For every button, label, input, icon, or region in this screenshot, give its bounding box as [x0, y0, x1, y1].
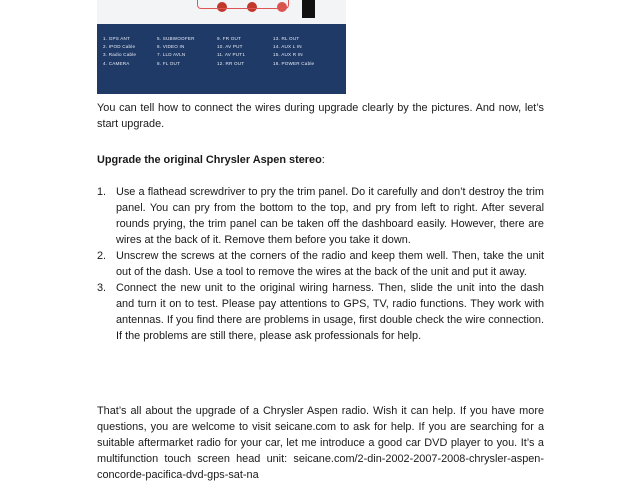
- legend-item: 6. VIDEO IN: [157, 44, 185, 50]
- legend-item: 3. Radio Cable: [103, 52, 137, 58]
- step-number: 2.: [97, 250, 107, 262]
- legend-item: 5. SUBWOOFER: [157, 36, 195, 41]
- step-item: [97, 248, 544, 280]
- step-text: Use a flathead screwdriver to pry the trim panel. Do it carefully and don’t destroy the trim panel. You can pry from the bottom to the top, and pry from left to right. After several rounds prying, the trim panel can be taken off the dashboard easily. However, there are wires at the back of it. Remove them before you take it down.: [116, 186, 544, 246]
- closing-text: That’s all about the upgrade of a Chrysler Aspen radio. Wish it can help. If you have more questions, you are welcome to visit seicane.com to ask for help. If you are searching for a suitable aftermarket radio for your car, let me introduce a good car DVD player to you. It’s a multifunction touch screen head unit: seicane.com/2-din-2002-2007-2008-chrysler-aspen-concorde-pacifica-dvd-gps-sat-na: [97, 405, 544, 481]
- legend-item: 10. AV PUT: [217, 44, 243, 50]
- legend-item: 1. GPS ANT: [103, 36, 131, 41]
- intro-text: You can tell how to connect the wires during upgrade clearly by the pictures. And now, let’s start upgrade.: [97, 102, 544, 130]
- wire-legend: [103, 36, 346, 66]
- legend-item: 15. AUX R IN: [273, 52, 303, 58]
- heading-text: Upgrade the original Chrysler Aspen stereo: [97, 154, 322, 166]
- legend-item: 13. RL OUT: [273, 36, 300, 41]
- heading-colon: :: [321, 154, 325, 166]
- legend-item: 14. AUX L IN: [273, 44, 302, 50]
- legend-item: 7. LLD AVLN: [157, 52, 186, 58]
- steps-list: [97, 184, 544, 344]
- legend-item: 9. FR OUT: [217, 36, 242, 41]
- intro-paragraph: [97, 100, 544, 132]
- step-number: 1.: [97, 186, 107, 198]
- section-heading: [97, 152, 544, 168]
- step-item: [97, 184, 544, 248]
- legend-item: 11. AV PUT1: [217, 52, 246, 58]
- step-item: [97, 280, 544, 344]
- legend-item: 12. RR OUT: [217, 60, 245, 66]
- legend-item: 8. FL OUT: [157, 60, 181, 66]
- wiring-harness-photo: [97, 0, 346, 24]
- wiring-diagram-image: [97, 0, 346, 94]
- step-text: Connect the new unit to the original wiring harness. Then, slide the unit into the dash and turn it on to test. Please pay attentions to GPS, TV, radio functions. They work with antennas. If you find there are problems in usage, first double check the wire connection. If the problems are still there, please ask professionals for help.: [116, 282, 544, 342]
- legend-item: 16. POWER Cable: [273, 60, 315, 66]
- legend-item: 2. IPOD Cable: [103, 44, 136, 50]
- closing-paragraph: [97, 403, 544, 483]
- connector-block: [302, 0, 315, 18]
- step-number: 3.: [97, 282, 107, 294]
- step-text: Unscrew the screws at the corners of the radio and keep them well. Then, take the unit out of the dash. Use a tool to remove the wires at the back of the unit and put it away.: [116, 250, 544, 278]
- cable-strip: [197, 0, 289, 9]
- legend-item: 4. CAMERA: [103, 60, 130, 66]
